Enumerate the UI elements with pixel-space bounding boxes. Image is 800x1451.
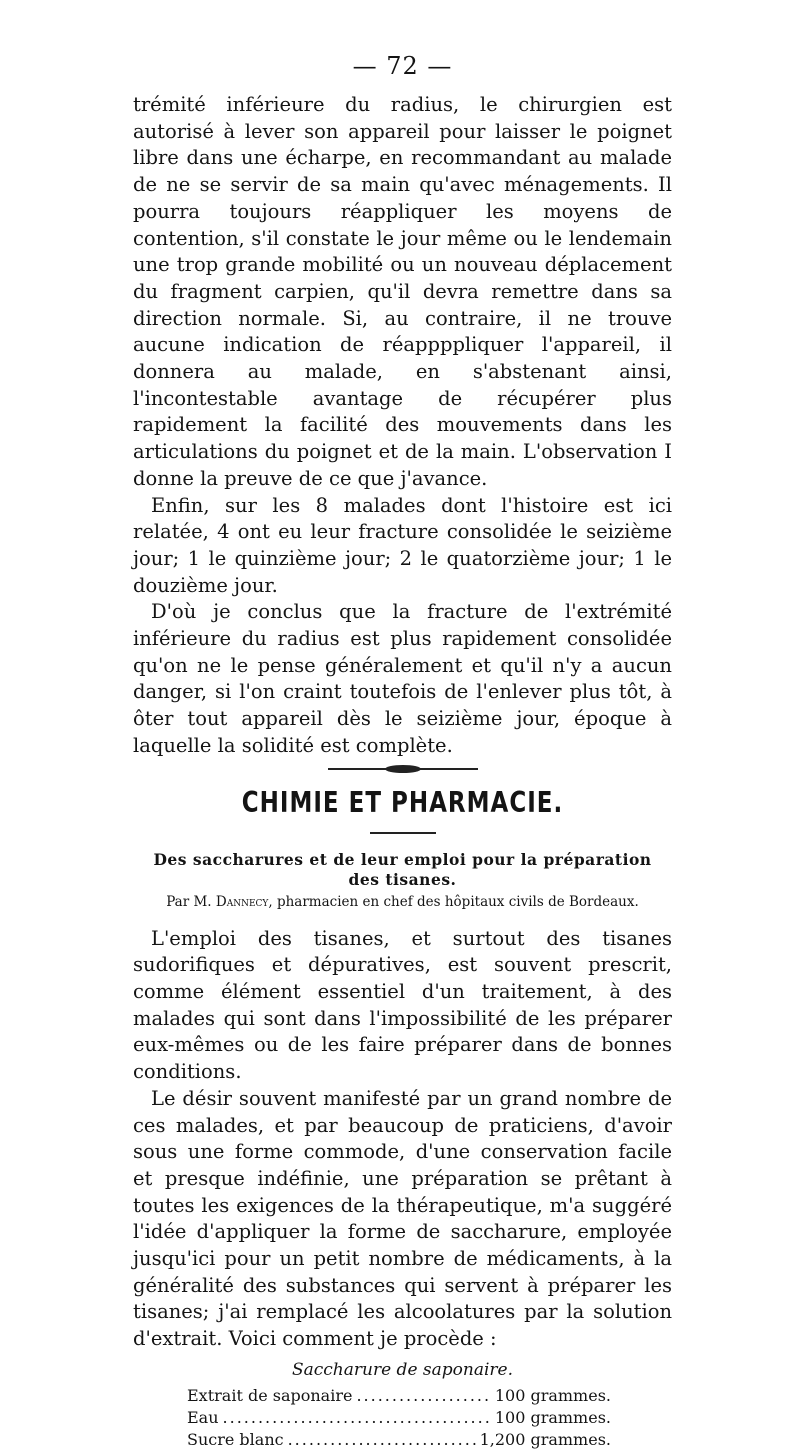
ingredient-name: Eau — [187, 1407, 219, 1427]
recipe-row — [187, 1385, 611, 1407]
recipe-title: Saccharure de saponaire. — [291, 1359, 513, 1380]
ingredient-name: Extrait de saponaire — [187, 1385, 353, 1405]
title-rule — [370, 832, 436, 834]
byline-suffix: , pharmacien en chef des hôpitaux civils de Bordeaux. — [268, 893, 639, 910]
ingredient-quantity: 100 grammes. — [494, 1385, 611, 1405]
recipe-row — [187, 1407, 611, 1429]
paragraph-intro: L'emploi des tisanes, et surtout des tisanes sudorifiques et dépuratives, est souvent prescrit, comme élément essentiel d'un traitement, à des malades qui sont dans l'impossibilité de les préparer eux-mêmes ou de les faire préparer dans de bonnes conditions. — [133, 926, 672, 1084]
byline-author: Dannecy — [215, 893, 269, 910]
byline-prefix: Par M. — [166, 893, 216, 910]
article-title-line-2: des tisanes. — [348, 869, 457, 889]
paragraph-conclusion: D'où je conclus que la fracture de l'extrémité inférieure du radius est plus rapidement consolidée qu'on ne le pense généralement et qu'il n'y a aucun danger, si l'on craint toutefois de l'enlever plus tôt, à ôter tout appareil dès le seizième jour, époque à laquelle la solidité est complète. — [133, 600, 672, 757]
ornamental-divider — [328, 768, 478, 774]
section-title: CHIMIE ET PHARMACIE. — [241, 786, 564, 819]
dot-leader — [356, 1385, 490, 1407]
article-byline — [133, 892, 672, 912]
paragraph-results: Enfin, sur les 8 malades dont l'histoire est ici relatée, 4 ont eu leur fracture consolidée le seizième jour; 1 le quinzième jour; 2 le quatorzième jour; 1 le douzième jour. — [133, 493, 672, 597]
ingredient-quantity: 100 grammes. — [494, 1407, 611, 1427]
paragraph-continuation: trémité inférieure du radius, le chirurgien est autorisé à lever son appareil pour laisser le poignet libre dans une écharpe, en recommandant au malade de ne se servir de sa main qu'avec ménagements. Il pourra toujours réappliquer les moyens de contention, s'il constate le jour même ou le lendemain une trop grande mobilité ou un nouveau déplacement du fragment carpien, qu'il devra remettre dans sa direction normale. Si, au contraire, il ne trouve aucune indication de réappppliquer l'appareil, il donnera au malade, en s'abstenant ainsi, l'incontestable avantage de récupérer plus rapidement la facilité des mouvements dans les articulations du poignet et de la main. L'observation I donne la preuve de ce que j'avance. — [133, 93, 672, 490]
recipe-table — [187, 1385, 611, 1451]
ingredient-quantity: 1,200 grammes. — [479, 1429, 611, 1449]
article-title-line-1: Des saccharures et de leur emploi pour la préparation — [153, 849, 652, 869]
page-number: — 72 — — [352, 52, 453, 80]
ingredient-name: Sucre blanc — [187, 1429, 284, 1449]
recipe-row — [187, 1429, 611, 1451]
paragraph-method: Le désir souvent manifesté par un grand nombre de ces malades, et par beaucoup de praticiens, d'avoir sous une forme commode, d'une conservation facile et presque indéfinie, une préparation se prêtant à toutes les exigences de la thérapeutique, m'a suggéré l'idée d'appliquer la forme de saccharure, employée jusqu'ici pour un petit nombre de médicaments, à la généralité des substances qui servent à préparer les tisanes; j'ai remplacé les alcoolatures par la solution d'extrait. Voici comment je procède : — [133, 1086, 672, 1351]
dot-leader — [223, 1407, 491, 1429]
dot-leader — [288, 1429, 476, 1451]
